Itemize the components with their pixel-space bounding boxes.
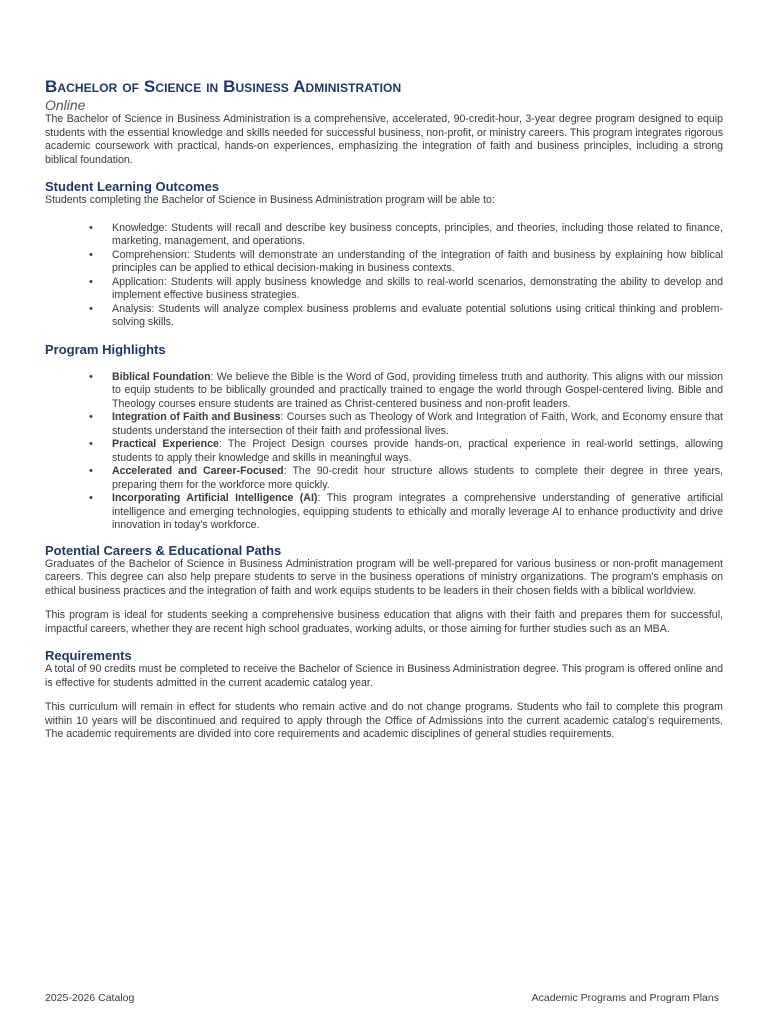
bullet-icon: • bbox=[89, 411, 93, 423]
list-item bbox=[89, 248, 723, 276]
outcome-text: Comprehension: Students will demonstrate an understanding of the integration of faith and business by explaining how biblical principles can be applied to ethical decision-making in business contexts. bbox=[112, 248, 723, 274]
requirements-paragraph: A total of 90 credits must be completed to receive the Bachelor of Science in Business Administration degree. This program is offered online and is effective for students admitted in the current academic catalog year. bbox=[45, 663, 723, 689]
footer-catalog-year: 2025-2026 Catalog bbox=[45, 992, 135, 1004]
outcome-text: Analysis: Students will analyze complex business problems and evaluate potential solutions using critical thinking and problem-solving skills. bbox=[112, 302, 723, 328]
highlight-label: Practical Experience bbox=[112, 438, 219, 450]
page-title: Bachelor of Science in Business Administration bbox=[45, 77, 402, 96]
bullet-icon: • bbox=[89, 465, 93, 477]
requirements-paragraph: This curriculum will remain in effect for students who remain active and do not change programs. Students who fail to complete this program within 10 years will be discontinued and required to apply through the Office of Admissions into the current academic catalog's requirements. The academic requirements are divided into core requirements and academic disciplines of general studies requirements. bbox=[45, 701, 723, 740]
careers-paragraph: Graduates of the Bachelor of Science in Business Administration program will be well-prepared for various business or non-profit management careers. This degree can also help prepare students to serve in the business operations of ministry organizations. The program's emphasis on ethical business practices and the integration of faith and work equips students to be leaders in their chosen fields with a biblical worldview. bbox=[45, 557, 723, 597]
bullet-icon: • bbox=[89, 370, 93, 383]
outcomes-lead: Students completing the Bachelor of Science in Business Administration program will be able to: bbox=[45, 194, 495, 206]
outcomes-list bbox=[45, 222, 723, 330]
footer-section-name: Academic Programs and Program Plans bbox=[531, 992, 719, 1004]
highlight-text: : The Project Design courses provide hands-on, practical experience in real-world settings, allowing students to apply their knowledge and skills in meaningful ways. bbox=[112, 438, 723, 464]
highlight-label: Accelerated and Career-Focused bbox=[112, 465, 284, 477]
outcome-text: Knowledge: Students will recall and describe key business concepts, principles, and theories, including those related to finance, marketing, management, and operations. bbox=[112, 221, 723, 247]
highlight-label: Biblical Foundation bbox=[112, 370, 211, 383]
list-item bbox=[89, 438, 723, 465]
highlight-text: : Courses such as Theology of Work and Integration of Faith, Work, and Economy ensure that students understand the intersection of their faith and professional lives. bbox=[112, 411, 723, 437]
list-item bbox=[89, 370, 723, 412]
bullet-icon: • bbox=[89, 302, 93, 315]
bullet-icon: • bbox=[89, 221, 93, 234]
highlights-heading: Program Highlights bbox=[45, 341, 166, 357]
careers-heading: Potential Careers & Educational Paths bbox=[45, 542, 282, 558]
careers-paragraph: This program is ideal for students seeking a comprehensive business education that aligns with their faith and prepares them for successful, impactful careers, whether they are recent high school graduates, working adults, or those aiming for further studies such as an MBA. bbox=[45, 609, 723, 635]
list-item bbox=[89, 411, 723, 438]
highlight-label: Integration of Faith and Business bbox=[112, 411, 281, 423]
list-item bbox=[89, 492, 723, 533]
outcomes-heading: Student Learning Outcomes bbox=[45, 179, 220, 194]
bullet-icon: • bbox=[89, 492, 93, 504]
highlight-label: Incorporating Artificial Intelligence (AI) bbox=[112, 492, 318, 504]
list-item bbox=[89, 465, 723, 492]
list-item bbox=[89, 221, 723, 249]
highlight-text: : We believe the Bible is the Word of God, providing timeless truth and authority. This aligns with our mission to equip students to be biblically grounded and practically trained to engage the world through Gospel-centered living. Bible and Theology courses ensure students are trained as Christ-centered business and non-profit leaders. bbox=[112, 370, 723, 410]
highlight-text: : This program integrates a comprehensive understanding of generative artificial intelligence and emerging technologies, equipping students to ethically and morally leverage AI to enhance productivity and drive innovation in today's workforce. bbox=[112, 492, 723, 531]
page-subtitle: Online bbox=[45, 97, 86, 113]
highlight-text: : The 90-credit hour structure allows students to complete their degree in three years, preparing them for the workforce more quickly. bbox=[112, 465, 723, 491]
list-item bbox=[89, 302, 723, 330]
bullet-icon: • bbox=[89, 438, 93, 450]
list-item bbox=[89, 275, 723, 303]
intro-paragraph: The Bachelor of Science in Business Administration is a comprehensive, accelerated, 90-credit-hour, 3-year degree program designed to equip students with the essential knowledge and skills needed for successful business, non-profit, or ministry careers. This program integrates rigorous academic coursework with practical, hands-on experiences, emphasizing the integration of faith and business principles, including a strong biblical foundation. bbox=[45, 113, 723, 166]
outcome-text: Application: Students will apply business knowledge and skills to real-world scenarios, demonstrating the ability to develop and implement effective business strategies. bbox=[112, 275, 723, 301]
requirements-heading: Requirements bbox=[45, 648, 132, 663]
highlights-list bbox=[45, 371, 723, 533]
bullet-icon: • bbox=[89, 248, 93, 261]
bullet-icon: • bbox=[89, 275, 93, 288]
catalog-page bbox=[45, 76, 723, 742]
